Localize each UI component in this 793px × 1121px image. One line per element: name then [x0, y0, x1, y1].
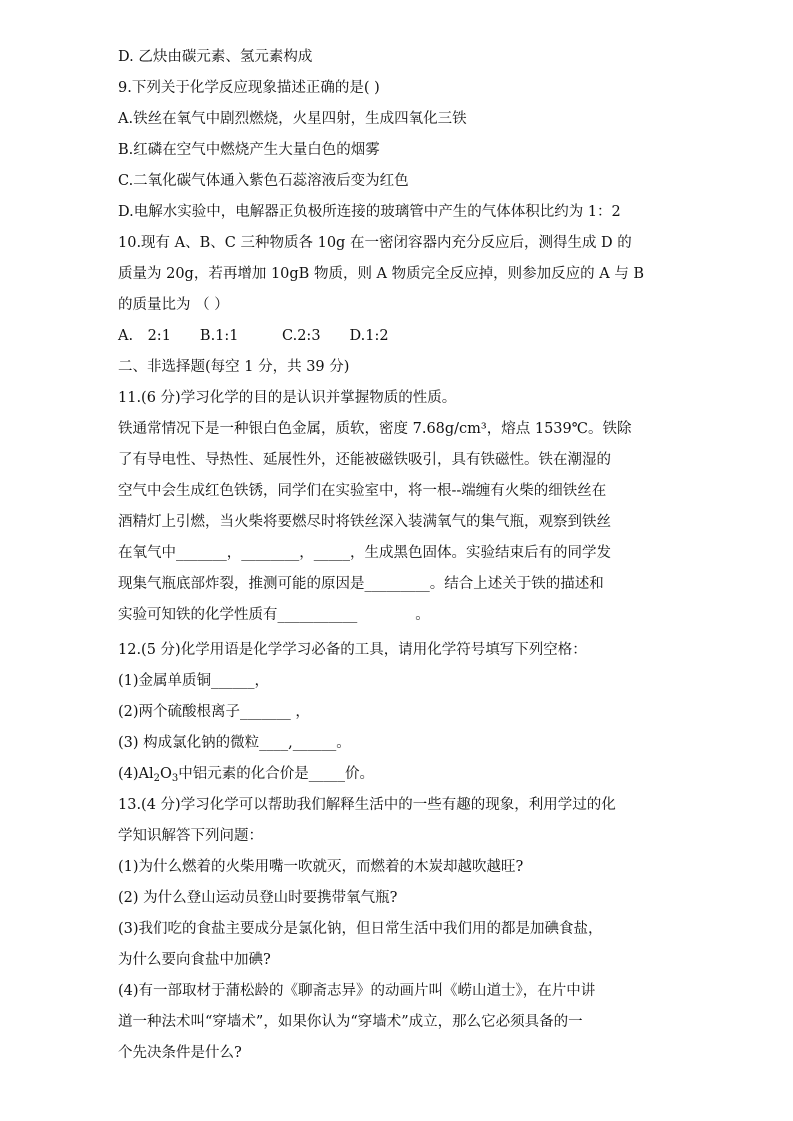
q11-line4: 酒精灯上引燃，当火柴将要燃尽时将铁丝深入装满氧气的集气瓶，观察到铁丝	[118, 514, 611, 530]
q11-line5: 在氧气中_______，________，_____，生成黑色固体。实验结束后有的同学发	[118, 545, 611, 561]
q9-stem: 9.下列关于化学反应现象描述正确的是( )	[118, 80, 380, 96]
q9-option-c: C.二氧化碳气体通入紫色石蕊溶液后变为红色	[118, 173, 409, 189]
q11-line3: 空气中会生成红色铁锈，同学们在实验室中，将一根--端缠有火柴的细铁丝在	[118, 483, 607, 499]
q11-line7: 实验可知铁的化学性质有___________ 。	[118, 607, 430, 623]
q12-item4	[118, 764, 678, 789]
q13-item3-line2: 为什么要向食盐中加碘?	[118, 952, 271, 968]
q13-item2: (2) 为什么登山运动员登山时要携带氧气瓶?	[118, 890, 398, 906]
q13-item3-line1: (3)我们吃的食盐主要成分是氯化钠，但日常生活中我们用的都是加碘食盐，	[118, 921, 603, 937]
q9-option-a: A.铁丝在氧气中剧烈燃烧，火星四射，生成四氧化三铁	[118, 111, 467, 127]
q13-item1: (1)为什么燃着的火柴用嘴一吹就灭，而燃着的木炭却越吹越旺?	[118, 859, 524, 875]
q9-option-d: D.电解水实验中，电解器正负极所连接的玻璃管中产生的气体体积比约为 1：2	[118, 204, 621, 220]
q12-item4-suffix: 中铝元素的化合价是_____价。	[178, 766, 375, 782]
q10-stem-line3: 的质量比为 （ ）	[118, 297, 229, 313]
q8-option-d: D. 乙炔由碳元素、氢元素构成	[118, 49, 313, 65]
q13-item4-line1: (4)有一部取材于蒲松龄的《聊斋志异》的动画片叫《崂山道士》，在片中讲	[118, 983, 596, 999]
q13-item4-line3: 个先决条件是什么?	[118, 1045, 242, 1061]
q12-item3: (3) 构成氯化钠的微粒____,______。	[118, 735, 351, 751]
q13-item4-line2: 道一种法术叫“穿墙术”，如果你认为“穿墙术”成立，那么它必须具备的一	[118, 1014, 583, 1030]
q12-item1: (1)金属单质铜______，	[118, 673, 270, 689]
q11-line6: 现集气瓶底部炸裂，推测可能的原因是_________。结合上述关于铁的描述和	[118, 576, 604, 592]
q12-item4-subscript-2: 2	[153, 773, 161, 784]
section-2-heading: 二、非选择题(每空 1 分，共 39 分)	[118, 359, 350, 375]
q11-line1: 铁通常情况下是一种银白色金属，质软，密度 7.68g/cm³，熔点 1539℃。铁除	[118, 421, 632, 437]
q11-line2: 了有导电性、导热性、延展性外，还能被磁铁吸引，具有铁磁性。铁在潮湿的	[118, 452, 611, 468]
q12-item2: (2)两个硫酸根离子_______ ，	[118, 704, 310, 720]
q12-item4-subscript-3: 3	[171, 773, 179, 784]
q13-stem-line1: 13.(4 分)学习化学可以帮助我们解释生活中的一些有趣的现象，利用学过的化	[118, 797, 616, 813]
q10-stem-line2: 质量为 20g，若再增加 10gB 物质，则 A 物质完全反应掉，则参加反应的 A 与 B	[118, 266, 645, 282]
q13-stem-line2: 学知识解答下列问题：	[118, 828, 263, 844]
q9-option-b: B.红磷在空气中燃烧产生大量白色的烟雾	[118, 142, 380, 158]
q10-stem-line1: 10.现有 A、B、C 三种物质各 10g 在一密闭容器内充分反应后，测得生成 D 的	[118, 235, 632, 251]
q10-options: A. 2:1 B.1:1 C.2:3 D.1:2	[118, 328, 389, 344]
q12-item4-oxygen: O	[160, 766, 172, 782]
q12-stem: 12.(5 分)化学用语是化学学习必备的工具，请用化学符号填写下列空格：	[118, 642, 587, 658]
q11-stem: 11.(6 分)学习化学的目的是认识并掌握物质的性质。	[118, 390, 457, 406]
q12-item4-prefix: (4)Al	[118, 766, 154, 782]
